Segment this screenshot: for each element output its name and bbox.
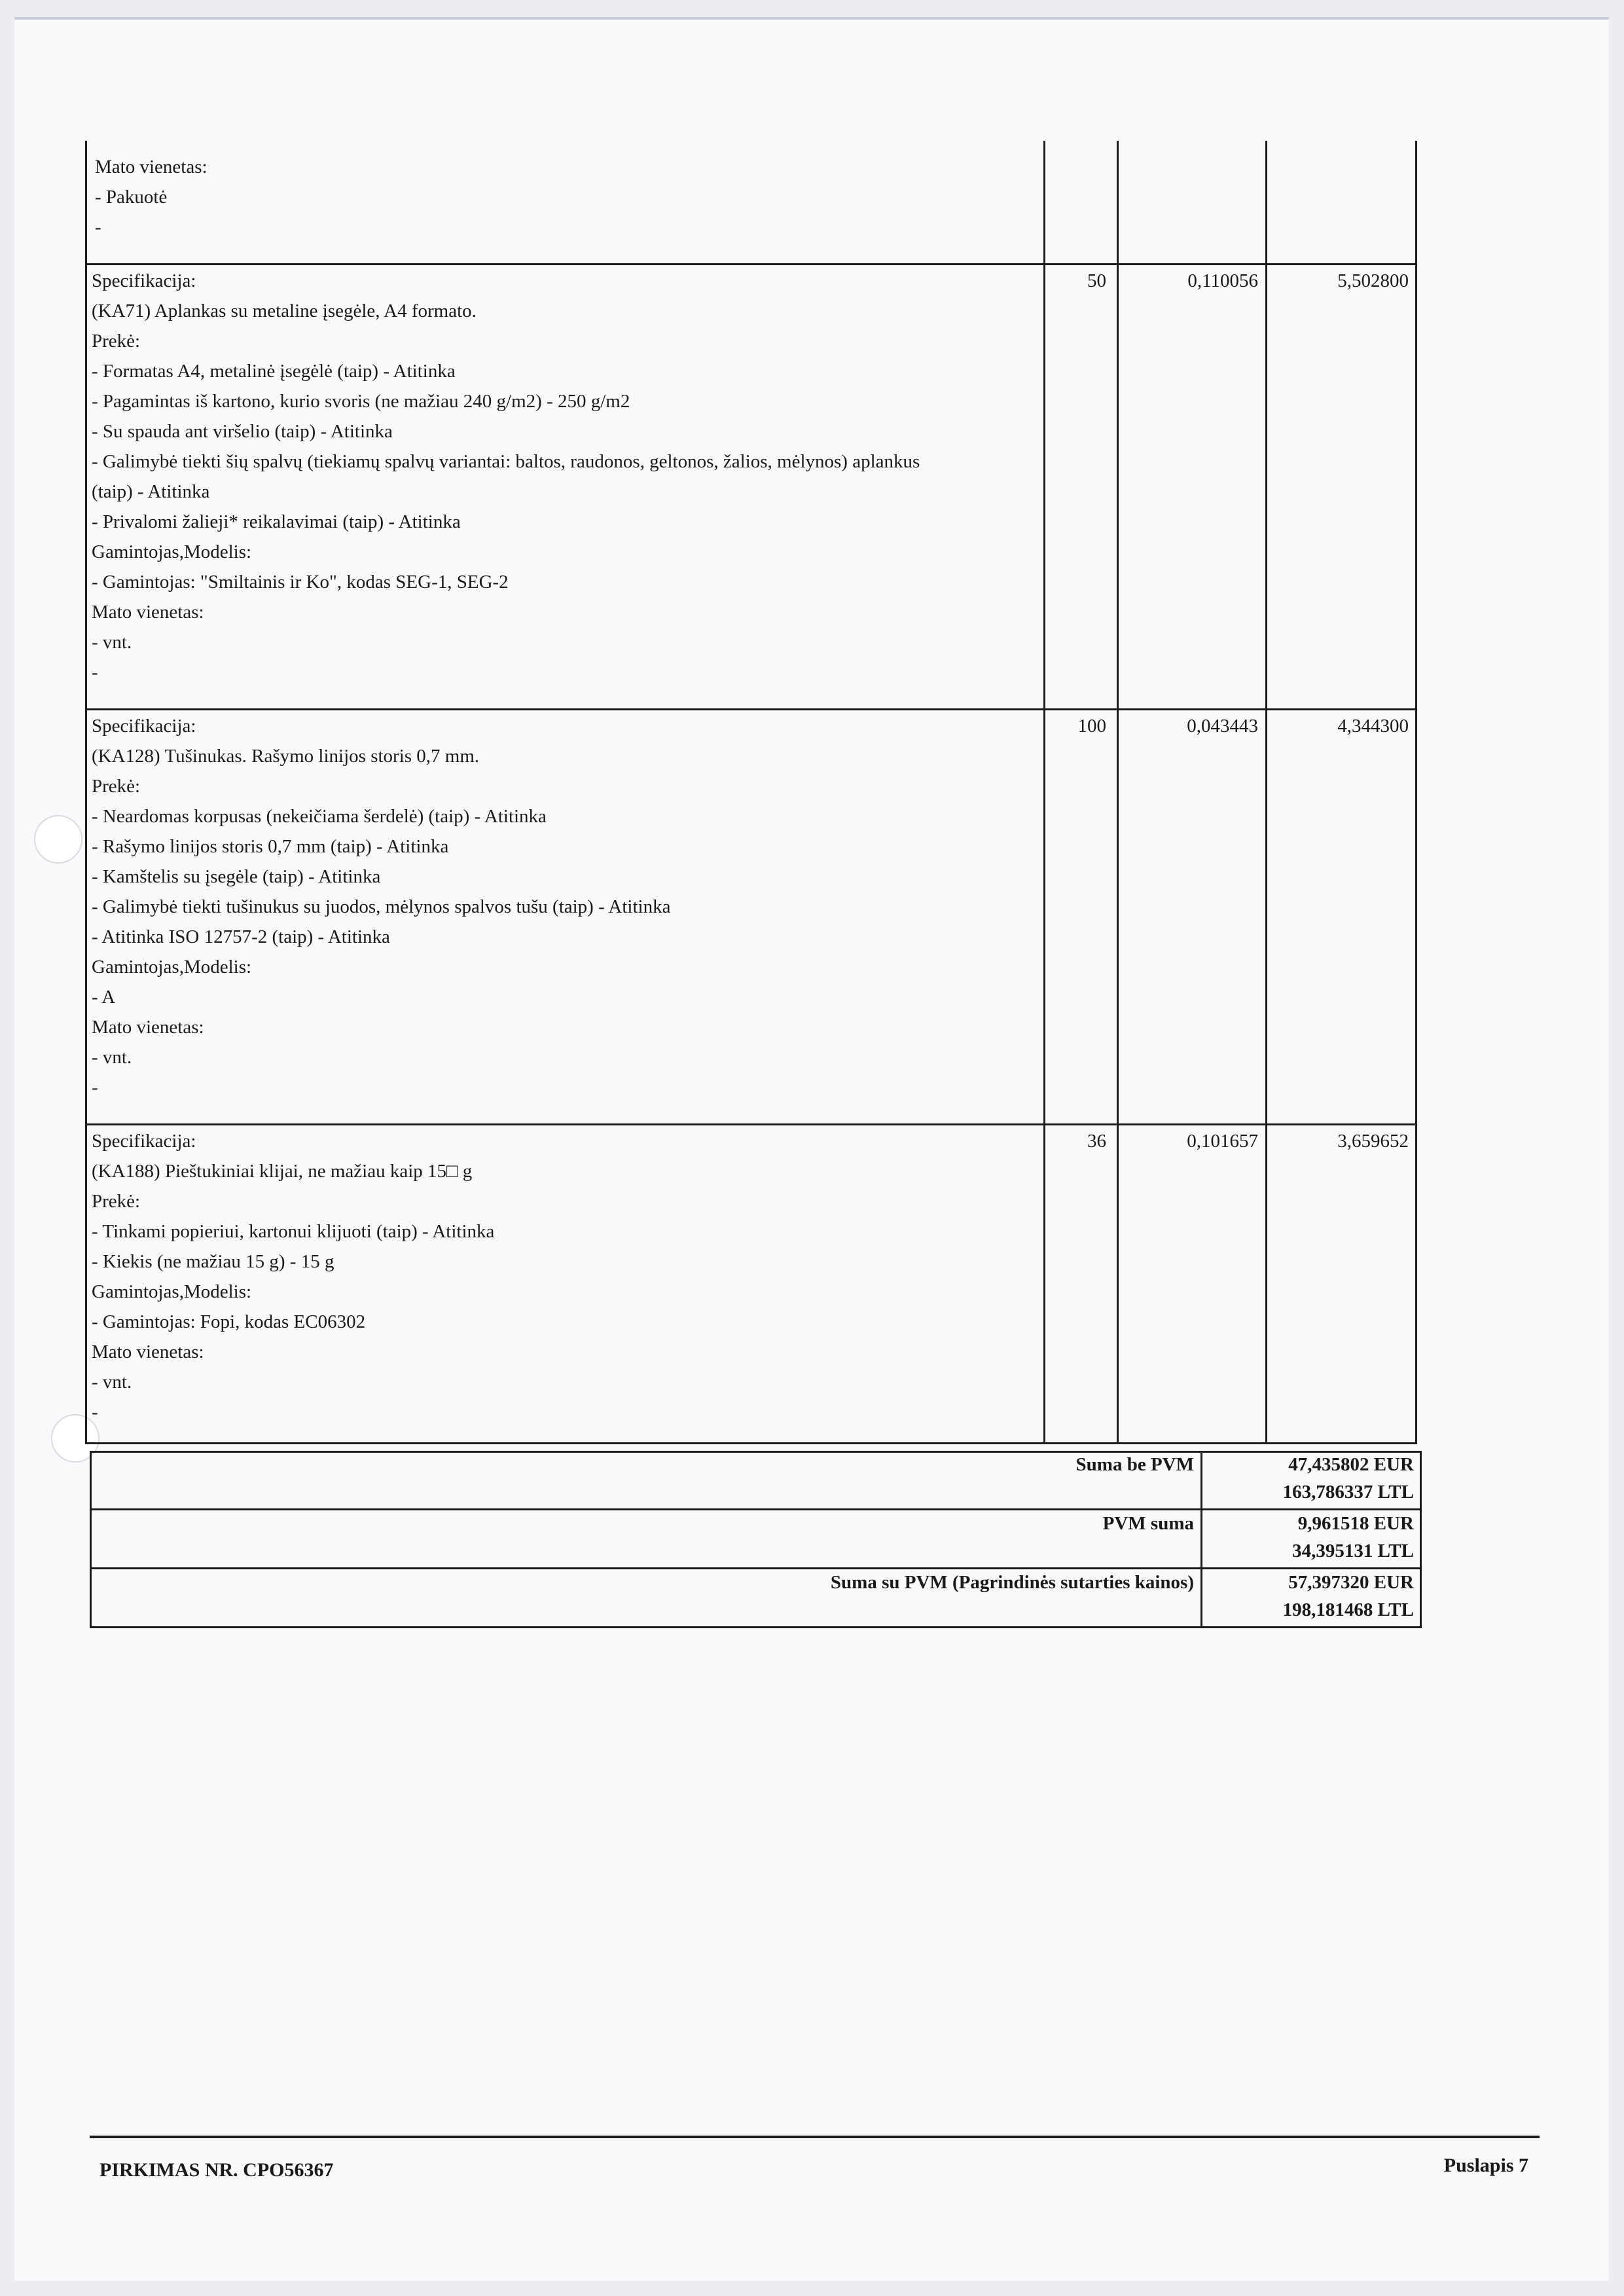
page-number: Puslapis 7: [1443, 2155, 1528, 2176]
grand-total-label: Suma su PVM (Pagrindinės sutarties kainos): [830, 1572, 1194, 1593]
grand-total-ltl: 198,181468 LTL: [1282, 1599, 1414, 1620]
text-line: Specifikacija:: [92, 716, 196, 737]
text-line: Gamintojas,Modelis:: [92, 541, 252, 562]
text-line: Prekė:: [92, 776, 141, 797]
text-line: - Rašymo linijos storis 0,7 mm (taip) - Atitinka: [92, 836, 449, 857]
text-line: - Neardomas korpusas (nekeičiama šerdelė) (taip) - Atitinka: [92, 806, 547, 827]
quantity: 50: [1087, 270, 1106, 291]
text-line: - Galimybė tiekti tušinukus su juodos, mėlynos spalvos tušu (taip) - Atitinka: [92, 896, 671, 917]
line-total: 5,502800: [1337, 270, 1409, 291]
line-total: 3,659652: [1337, 1131, 1409, 1152]
text-line: Prekė:: [92, 331, 141, 352]
text-line: - Privalomi žalieji* reikalavimai (taip) - Atitinka: [92, 511, 461, 532]
totals-col-divider: [1200, 1451, 1202, 1628]
subtotal-ltl: 163,786337 LTL: [1282, 1482, 1414, 1503]
row-separator: [85, 263, 1417, 265]
text-line: Specifikacija:: [92, 270, 196, 291]
text-line: - Galimybė tiekti šių spalvų (tiekiamų spalvų variantai: baltos, raudonos, geltonos, žalios, mėlynos) aplankus: [92, 451, 920, 472]
text-line: - Tinkami popieriui, kartonui klijuoti (taip) - Atitinka: [92, 1221, 495, 1242]
quantity: 100: [1077, 716, 1106, 737]
text-line: -: [95, 217, 101, 238]
col-divider-total: [1265, 141, 1267, 1444]
text-line: - Gamintojas: "Smiltainis ir Ko", kodas SEG-1, SEG-2: [92, 572, 509, 592]
text-line: (KA71) Aplankas su metaline įsegėle, A4 formato.: [92, 301, 477, 321]
text-line: Mato vienetas:: [92, 602, 204, 623]
text-line: - A: [92, 987, 116, 1008]
text-line: - Su spauda ant viršelio (taip) - Atitinka: [92, 421, 393, 442]
subtotal-eur: 47,435802 EUR: [1288, 1454, 1414, 1475]
table-left-border: [85, 141, 87, 1444]
col-divider-qty: [1043, 141, 1045, 1444]
totals-right-border: [1420, 1451, 1422, 1628]
row-separator: [85, 1442, 1417, 1444]
text-line: Specifikacija:: [92, 1131, 196, 1152]
text-line: - Pakuotė: [95, 187, 168, 208]
text-line: Gamintojas,Modelis:: [92, 957, 252, 977]
table-right-border: [1415, 141, 1417, 1444]
vat-eur: 9,961518 EUR: [1297, 1513, 1414, 1534]
unit-price: 0,110056: [1187, 270, 1258, 291]
row-separator: [85, 708, 1417, 710]
text-line: Mato vienetas:: [92, 1341, 204, 1362]
text-line: (KA188) Pieštukiniai klijai, ne mažiau kaip 15□ g: [92, 1161, 473, 1182]
text-line: - Kamštelis su įsegėle (taip) - Atitinka: [92, 866, 381, 887]
procurement-number: PIRKIMAS NR. CPO56367: [99, 2159, 334, 2181]
text-line: - Kiekis (ne mažiau 15 g) - 15 g: [92, 1251, 334, 1272]
text-line: (KA128) Tušinukas. Rašymo linijos storis 0,7 mm.: [92, 746, 480, 767]
text-line: -: [92, 662, 98, 683]
col-divider-price: [1117, 141, 1119, 1444]
line-total: 4,344300: [1337, 716, 1409, 737]
grand-total-eur: 57,397320 EUR: [1288, 1572, 1414, 1593]
scan-edge: [14, 17, 1609, 20]
text-line: -: [92, 1077, 98, 1098]
totals-left-border: [90, 1451, 92, 1628]
row-separator: [85, 1123, 1417, 1125]
text-line: - vnt.: [92, 1047, 132, 1068]
text-line: (taip) - Atitinka: [92, 481, 210, 502]
totals-bottom-border: [90, 1626, 1422, 1628]
text-line: Gamintojas,Modelis:: [92, 1281, 252, 1302]
text-line: - Formatas A4, metalinė įsegėlė (taip) - Atitinka: [92, 361, 456, 382]
unit-price: 0,043443: [1187, 716, 1258, 737]
vat-label: PVM suma: [1102, 1513, 1194, 1534]
text-line: - Atitinka ISO 12757-2 (taip) - Atitinka: [92, 926, 390, 947]
text-line: -: [92, 1402, 98, 1423]
text-line: - Gamintojas: Fopi, kodas EC06302: [92, 1311, 366, 1332]
quantity: 36: [1087, 1131, 1106, 1152]
footer-rule: [90, 2136, 1540, 2138]
subtotal-label: Suma be PVM: [1075, 1454, 1194, 1475]
text-line: - vnt.: [92, 632, 132, 653]
vat-ltl: 34,395131 LTL: [1292, 1540, 1414, 1561]
text-line: Mato vienetas:: [95, 156, 208, 177]
text-line: - vnt.: [92, 1372, 132, 1393]
text-line: Mato vienetas:: [92, 1017, 204, 1038]
text-line: - Pagamintas iš kartono, kurio svoris (ne mažiau 240 g/m2) - 250 g/m2: [92, 391, 630, 412]
unit-price: 0,101657: [1187, 1131, 1258, 1152]
punch-hole-top: [34, 815, 82, 864]
text-line: Prekė:: [92, 1191, 141, 1212]
